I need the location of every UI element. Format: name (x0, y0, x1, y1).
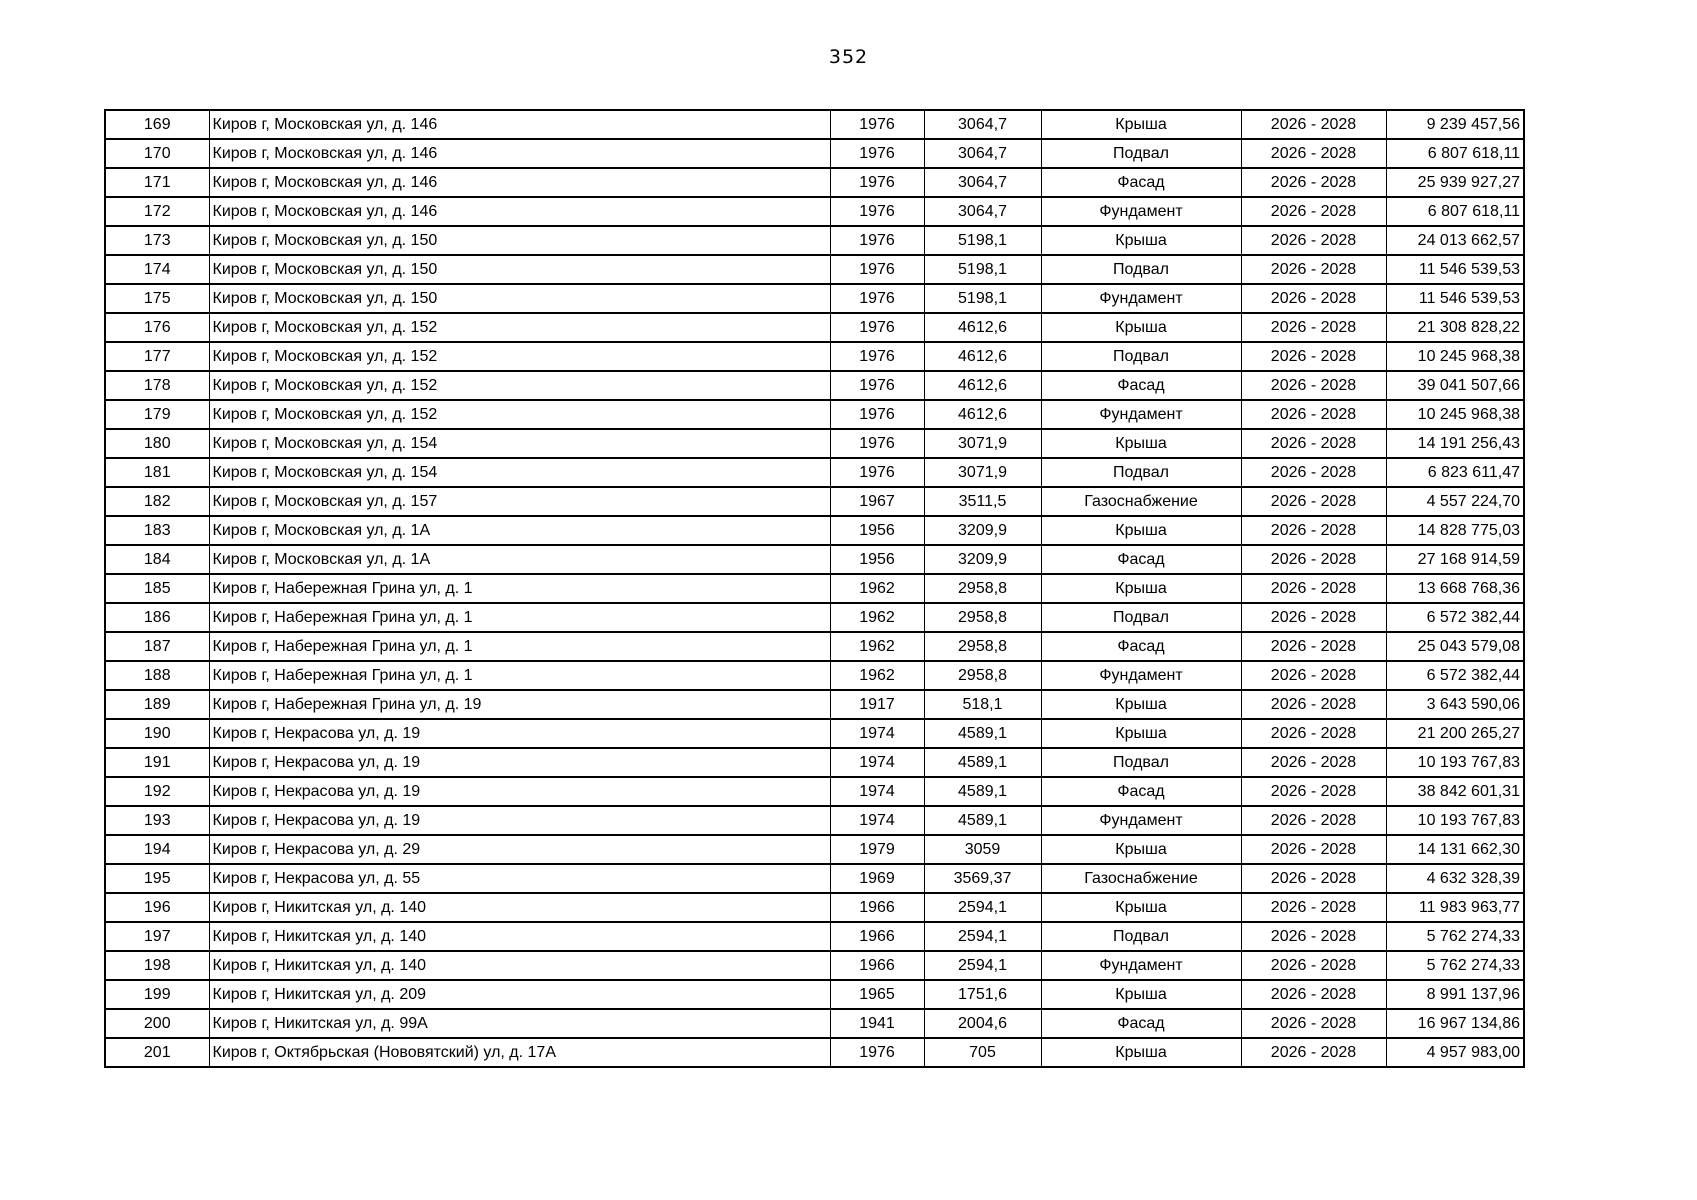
page-number: 352 (828, 46, 869, 68)
table-row (105, 255, 1524, 284)
build-year-cell: 1976 (830, 255, 924, 284)
build-year-cell: 1976 (830, 110, 924, 139)
row-number-cell: 192 (105, 777, 209, 806)
build-year-cell: 1962 (830, 661, 924, 690)
build-year-cell: 1976 (830, 342, 924, 371)
work-type-cell: Газоснабжение (1041, 487, 1241, 516)
cost-cell: 13 668 768,36 (1386, 574, 1524, 603)
work-type-cell: Крыша (1041, 719, 1241, 748)
build-year-cell: 1974 (830, 748, 924, 777)
address-cell: Киров г, Московская ул, д. 1А (209, 516, 830, 545)
area-cell: 4612,6 (924, 400, 1041, 429)
period-cell: 2026 - 2028 (1241, 342, 1386, 371)
address-cell: Киров г, Московская ул, д. 1А (209, 545, 830, 574)
cost-cell: 5 762 274,33 (1386, 951, 1524, 980)
table-row (105, 139, 1524, 168)
table-row (105, 893, 1524, 922)
area-cell: 4612,6 (924, 371, 1041, 400)
area-cell: 2958,8 (924, 661, 1041, 690)
work-type-cell: Фундамент (1041, 806, 1241, 835)
address-cell: Киров г, Московская ул, д. 150 (209, 255, 830, 284)
area-cell: 2958,8 (924, 632, 1041, 661)
work-type-cell: Крыша (1041, 1038, 1241, 1067)
row-number-cell: 189 (105, 690, 209, 719)
address-cell: Киров г, Московская ул, д. 146 (209, 197, 830, 226)
cost-cell: 39 041 507,66 (1386, 371, 1524, 400)
area-cell: 5198,1 (924, 255, 1041, 284)
row-number-cell: 177 (105, 342, 209, 371)
period-cell: 2026 - 2028 (1241, 284, 1386, 313)
work-type-cell: Крыша (1041, 835, 1241, 864)
build-year-cell: 1976 (830, 313, 924, 342)
table-row (105, 516, 1524, 545)
area-cell: 2594,1 (924, 951, 1041, 980)
period-cell: 2026 - 2028 (1241, 313, 1386, 342)
area-cell: 1751,6 (924, 980, 1041, 1009)
table-row (105, 400, 1524, 429)
area-cell: 4589,1 (924, 748, 1041, 777)
work-type-cell: Фасад (1041, 168, 1241, 197)
build-year-cell: 1956 (830, 516, 924, 545)
build-year-cell: 1962 (830, 574, 924, 603)
row-number-cell: 198 (105, 951, 209, 980)
table-row (105, 777, 1524, 806)
area-cell: 3071,9 (924, 429, 1041, 458)
address-cell: Киров г, Московская ул, д. 154 (209, 429, 830, 458)
work-type-cell: Фундамент (1041, 951, 1241, 980)
build-year-cell: 1974 (830, 806, 924, 835)
address-cell: Киров г, Никитская ул, д. 209 (209, 980, 830, 1009)
build-year-cell: 1976 (830, 168, 924, 197)
work-type-cell: Подвал (1041, 255, 1241, 284)
row-number-cell: 194 (105, 835, 209, 864)
build-year-cell: 1966 (830, 893, 924, 922)
period-cell: 2026 - 2028 (1241, 777, 1386, 806)
row-number-cell: 187 (105, 632, 209, 661)
table-row (105, 487, 1524, 516)
row-number-cell: 178 (105, 371, 209, 400)
work-type-cell: Подвал (1041, 342, 1241, 371)
area-cell: 4589,1 (924, 777, 1041, 806)
address-cell: Киров г, Никитская ул, д. 140 (209, 893, 830, 922)
area-cell: 3064,7 (924, 197, 1041, 226)
row-number-cell: 181 (105, 458, 209, 487)
cost-cell: 16 967 134,86 (1386, 1009, 1524, 1038)
cost-cell: 27 168 914,59 (1386, 545, 1524, 574)
address-cell: Киров г, Московская ул, д. 154 (209, 458, 830, 487)
area-cell: 3064,7 (924, 139, 1041, 168)
cost-cell: 6 572 382,44 (1386, 661, 1524, 690)
cost-cell: 11 983 963,77 (1386, 893, 1524, 922)
period-cell: 2026 - 2028 (1241, 197, 1386, 226)
build-year-cell: 1966 (830, 922, 924, 951)
area-cell: 4589,1 (924, 806, 1041, 835)
work-type-cell: Фасад (1041, 777, 1241, 806)
cost-cell: 21 200 265,27 (1386, 719, 1524, 748)
build-year-cell: 1965 (830, 980, 924, 1009)
cost-cell: 25 939 927,27 (1386, 168, 1524, 197)
row-number-cell: 193 (105, 806, 209, 835)
table-row (105, 661, 1524, 690)
build-year-cell: 1976 (830, 429, 924, 458)
row-number-cell: 175 (105, 284, 209, 313)
period-cell: 2026 - 2028 (1241, 574, 1386, 603)
table-row (105, 226, 1524, 255)
address-cell: Киров г, Московская ул, д. 146 (209, 110, 830, 139)
table-body (105, 110, 1524, 1067)
work-type-cell: Газоснабжение (1041, 864, 1241, 893)
cost-cell: 21 308 828,22 (1386, 313, 1524, 342)
build-year-cell: 1976 (830, 1038, 924, 1067)
build-year-cell: 1966 (830, 951, 924, 980)
address-cell: Киров г, Московская ул, д. 157 (209, 487, 830, 516)
area-cell: 2958,8 (924, 603, 1041, 632)
address-cell: Киров г, Некрасова ул, д. 29 (209, 835, 830, 864)
build-year-cell: 1967 (830, 487, 924, 516)
table-row (105, 864, 1524, 893)
table-row (105, 342, 1524, 371)
period-cell: 2026 - 2028 (1241, 429, 1386, 458)
table-row (105, 748, 1524, 777)
period-cell: 2026 - 2028 (1241, 516, 1386, 545)
cost-cell: 4 632 328,39 (1386, 864, 1524, 893)
area-cell: 2004,6 (924, 1009, 1041, 1038)
row-number-cell: 184 (105, 545, 209, 574)
work-type-cell: Крыша (1041, 574, 1241, 603)
row-number-cell: 174 (105, 255, 209, 284)
work-type-cell: Фасад (1041, 371, 1241, 400)
area-cell: 3064,7 (924, 168, 1041, 197)
period-cell: 2026 - 2028 (1241, 139, 1386, 168)
address-cell: Киров г, Набережная Грина ул, д. 19 (209, 690, 830, 719)
repair-schedule-table (104, 109, 1525, 1068)
work-type-cell: Крыша (1041, 980, 1241, 1009)
area-cell: 2594,1 (924, 893, 1041, 922)
area-cell: 3209,9 (924, 545, 1041, 574)
address-cell: Киров г, Московская ул, д. 146 (209, 168, 830, 197)
period-cell: 2026 - 2028 (1241, 545, 1386, 574)
address-cell: Киров г, Некрасова ул, д. 55 (209, 864, 830, 893)
work-type-cell: Фундамент (1041, 197, 1241, 226)
row-number-cell: 170 (105, 139, 209, 168)
table-row (105, 1009, 1524, 1038)
period-cell: 2026 - 2028 (1241, 719, 1386, 748)
build-year-cell: 1969 (830, 864, 924, 893)
period-cell: 2026 - 2028 (1241, 168, 1386, 197)
cost-cell: 38 842 601,31 (1386, 777, 1524, 806)
cost-cell: 4 557 224,70 (1386, 487, 1524, 516)
work-type-cell: Подвал (1041, 139, 1241, 168)
period-cell: 2026 - 2028 (1241, 110, 1386, 139)
address-cell: Киров г, Московская ул, д. 146 (209, 139, 830, 168)
row-number-cell: 183 (105, 516, 209, 545)
address-cell: Киров г, Московская ул, д. 152 (209, 400, 830, 429)
address-cell: Киров г, Набережная Грина ул, д. 1 (209, 661, 830, 690)
build-year-cell: 1976 (830, 400, 924, 429)
build-year-cell: 1976 (830, 226, 924, 255)
build-year-cell: 1976 (830, 371, 924, 400)
cost-cell: 8 991 137,96 (1386, 980, 1524, 1009)
row-number-cell: 201 (105, 1038, 209, 1067)
build-year-cell: 1941 (830, 1009, 924, 1038)
row-number-cell: 180 (105, 429, 209, 458)
period-cell: 2026 - 2028 (1241, 487, 1386, 516)
build-year-cell: 1976 (830, 139, 924, 168)
table-row (105, 574, 1524, 603)
table-row (105, 168, 1524, 197)
build-year-cell: 1974 (830, 777, 924, 806)
address-cell: Киров г, Набережная Грина ул, д. 1 (209, 603, 830, 632)
table-row (105, 197, 1524, 226)
work-type-cell: Фундамент (1041, 400, 1241, 429)
period-cell: 2026 - 2028 (1241, 864, 1386, 893)
address-cell: Киров г, Некрасова ул, д. 19 (209, 806, 830, 835)
work-type-cell: Подвал (1041, 603, 1241, 632)
cost-cell: 4 957 983,00 (1386, 1038, 1524, 1067)
area-cell: 3064,7 (924, 110, 1041, 139)
work-type-cell: Фундамент (1041, 284, 1241, 313)
period-cell: 2026 - 2028 (1241, 806, 1386, 835)
table-row (105, 806, 1524, 835)
period-cell: 2026 - 2028 (1241, 400, 1386, 429)
area-cell: 4589,1 (924, 719, 1041, 748)
table-row (105, 632, 1524, 661)
row-number-cell: 173 (105, 226, 209, 255)
area-cell: 5198,1 (924, 226, 1041, 255)
period-cell: 2026 - 2028 (1241, 893, 1386, 922)
row-number-cell: 199 (105, 980, 209, 1009)
cost-cell: 11 546 539,53 (1386, 255, 1524, 284)
cost-cell: 25 043 579,08 (1386, 632, 1524, 661)
table-row (105, 690, 1524, 719)
table-row (105, 951, 1524, 980)
table-row (105, 980, 1524, 1009)
row-number-cell: 185 (105, 574, 209, 603)
period-cell: 2026 - 2028 (1241, 226, 1386, 255)
period-cell: 2026 - 2028 (1241, 603, 1386, 632)
cost-cell: 14 828 775,03 (1386, 516, 1524, 545)
work-type-cell: Подвал (1041, 922, 1241, 951)
cost-cell: 10 193 767,83 (1386, 748, 1524, 777)
period-cell: 2026 - 2028 (1241, 748, 1386, 777)
work-type-cell: Фундамент (1041, 661, 1241, 690)
period-cell: 2026 - 2028 (1241, 980, 1386, 1009)
address-cell: Киров г, Набережная Грина ул, д. 1 (209, 632, 830, 661)
row-number-cell: 169 (105, 110, 209, 139)
address-cell: Киров г, Никитская ул, д. 99А (209, 1009, 830, 1038)
work-type-cell: Подвал (1041, 458, 1241, 487)
work-type-cell: Крыша (1041, 226, 1241, 255)
cost-cell: 6 823 611,47 (1386, 458, 1524, 487)
cost-cell: 3 643 590,06 (1386, 690, 1524, 719)
period-cell: 2026 - 2028 (1241, 632, 1386, 661)
address-cell: Киров г, Некрасова ул, д. 19 (209, 748, 830, 777)
build-year-cell: 1956 (830, 545, 924, 574)
work-type-cell: Фасад (1041, 545, 1241, 574)
area-cell: 3209,9 (924, 516, 1041, 545)
build-year-cell: 1979 (830, 835, 924, 864)
work-type-cell: Крыша (1041, 110, 1241, 139)
area-cell: 4612,6 (924, 342, 1041, 371)
address-cell: Киров г, Набережная Грина ул, д. 1 (209, 574, 830, 603)
build-year-cell: 1962 (830, 632, 924, 661)
row-number-cell: 200 (105, 1009, 209, 1038)
area-cell: 2594,1 (924, 922, 1041, 951)
table-row (105, 458, 1524, 487)
cost-cell: 6 807 618,11 (1386, 197, 1524, 226)
row-number-cell: 172 (105, 197, 209, 226)
work-type-cell: Фасад (1041, 632, 1241, 661)
address-cell: Киров г, Московская ул, д. 152 (209, 313, 830, 342)
build-year-cell: 1917 (830, 690, 924, 719)
cost-cell: 24 013 662,57 (1386, 226, 1524, 255)
table-row (105, 922, 1524, 951)
period-cell: 2026 - 2028 (1241, 1038, 1386, 1067)
row-number-cell: 190 (105, 719, 209, 748)
row-number-cell: 186 (105, 603, 209, 632)
build-year-cell: 1976 (830, 197, 924, 226)
table-row (105, 545, 1524, 574)
build-year-cell: 1976 (830, 284, 924, 313)
area-cell: 2958,8 (924, 574, 1041, 603)
table-row (105, 313, 1524, 342)
table-row (105, 835, 1524, 864)
address-cell: Киров г, Некрасова ул, д. 19 (209, 719, 830, 748)
row-number-cell: 188 (105, 661, 209, 690)
period-cell: 2026 - 2028 (1241, 690, 1386, 719)
row-number-cell: 191 (105, 748, 209, 777)
cost-cell: 14 191 256,43 (1386, 429, 1524, 458)
address-cell: Киров г, Московская ул, д. 152 (209, 342, 830, 371)
work-type-cell: Фасад (1041, 1009, 1241, 1038)
period-cell: 2026 - 2028 (1241, 255, 1386, 284)
cost-cell: 10 193 767,83 (1386, 806, 1524, 835)
cost-cell: 10 245 968,38 (1386, 342, 1524, 371)
area-cell: 3059 (924, 835, 1041, 864)
address-cell: Киров г, Московская ул, д. 150 (209, 284, 830, 313)
area-cell: 3511,5 (924, 487, 1041, 516)
period-cell: 2026 - 2028 (1241, 458, 1386, 487)
period-cell: 2026 - 2028 (1241, 835, 1386, 864)
period-cell: 2026 - 2028 (1241, 951, 1386, 980)
work-type-cell: Крыша (1041, 429, 1241, 458)
area-cell: 5198,1 (924, 284, 1041, 313)
work-type-cell: Крыша (1041, 893, 1241, 922)
row-number-cell: 182 (105, 487, 209, 516)
area-cell: 518,1 (924, 690, 1041, 719)
row-number-cell: 179 (105, 400, 209, 429)
work-type-cell: Крыша (1041, 690, 1241, 719)
table-row (105, 719, 1524, 748)
period-cell: 2026 - 2028 (1241, 1009, 1386, 1038)
cost-cell: 5 762 274,33 (1386, 922, 1524, 951)
address-cell: Киров г, Некрасова ул, д. 19 (209, 777, 830, 806)
work-type-cell: Крыша (1041, 313, 1241, 342)
area-cell: 3071,9 (924, 458, 1041, 487)
period-cell: 2026 - 2028 (1241, 661, 1386, 690)
table-row (105, 110, 1524, 139)
cost-cell: 9 239 457,56 (1386, 110, 1524, 139)
row-number-cell: 195 (105, 864, 209, 893)
row-number-cell: 171 (105, 168, 209, 197)
build-year-cell: 1976 (830, 458, 924, 487)
cost-cell: 10 245 968,38 (1386, 400, 1524, 429)
table-row (105, 371, 1524, 400)
table-row (105, 429, 1524, 458)
address-cell: Киров г, Московская ул, д. 150 (209, 226, 830, 255)
address-cell: Киров г, Московская ул, д. 152 (209, 371, 830, 400)
cost-cell: 6 572 382,44 (1386, 603, 1524, 632)
table-row (105, 603, 1524, 632)
table-row (105, 1038, 1524, 1067)
area-cell: 705 (924, 1038, 1041, 1067)
row-number-cell: 196 (105, 893, 209, 922)
period-cell: 2026 - 2028 (1241, 922, 1386, 951)
period-cell: 2026 - 2028 (1241, 371, 1386, 400)
cost-cell: 14 131 662,30 (1386, 835, 1524, 864)
cost-cell: 11 546 539,53 (1386, 284, 1524, 313)
address-cell: Киров г, Никитская ул, д. 140 (209, 922, 830, 951)
row-number-cell: 176 (105, 313, 209, 342)
area-cell: 4612,6 (924, 313, 1041, 342)
cost-cell: 6 807 618,11 (1386, 139, 1524, 168)
build-year-cell: 1974 (830, 719, 924, 748)
area-cell: 3569,37 (924, 864, 1041, 893)
build-year-cell: 1962 (830, 603, 924, 632)
row-number-cell: 197 (105, 922, 209, 951)
work-type-cell: Подвал (1041, 748, 1241, 777)
work-type-cell: Крыша (1041, 516, 1241, 545)
address-cell: Киров г, Никитская ул, д. 140 (209, 951, 830, 980)
address-cell: Киров г, Октябрьская (Нововятский) ул, д. 17А (209, 1038, 830, 1067)
table-row (105, 284, 1524, 313)
